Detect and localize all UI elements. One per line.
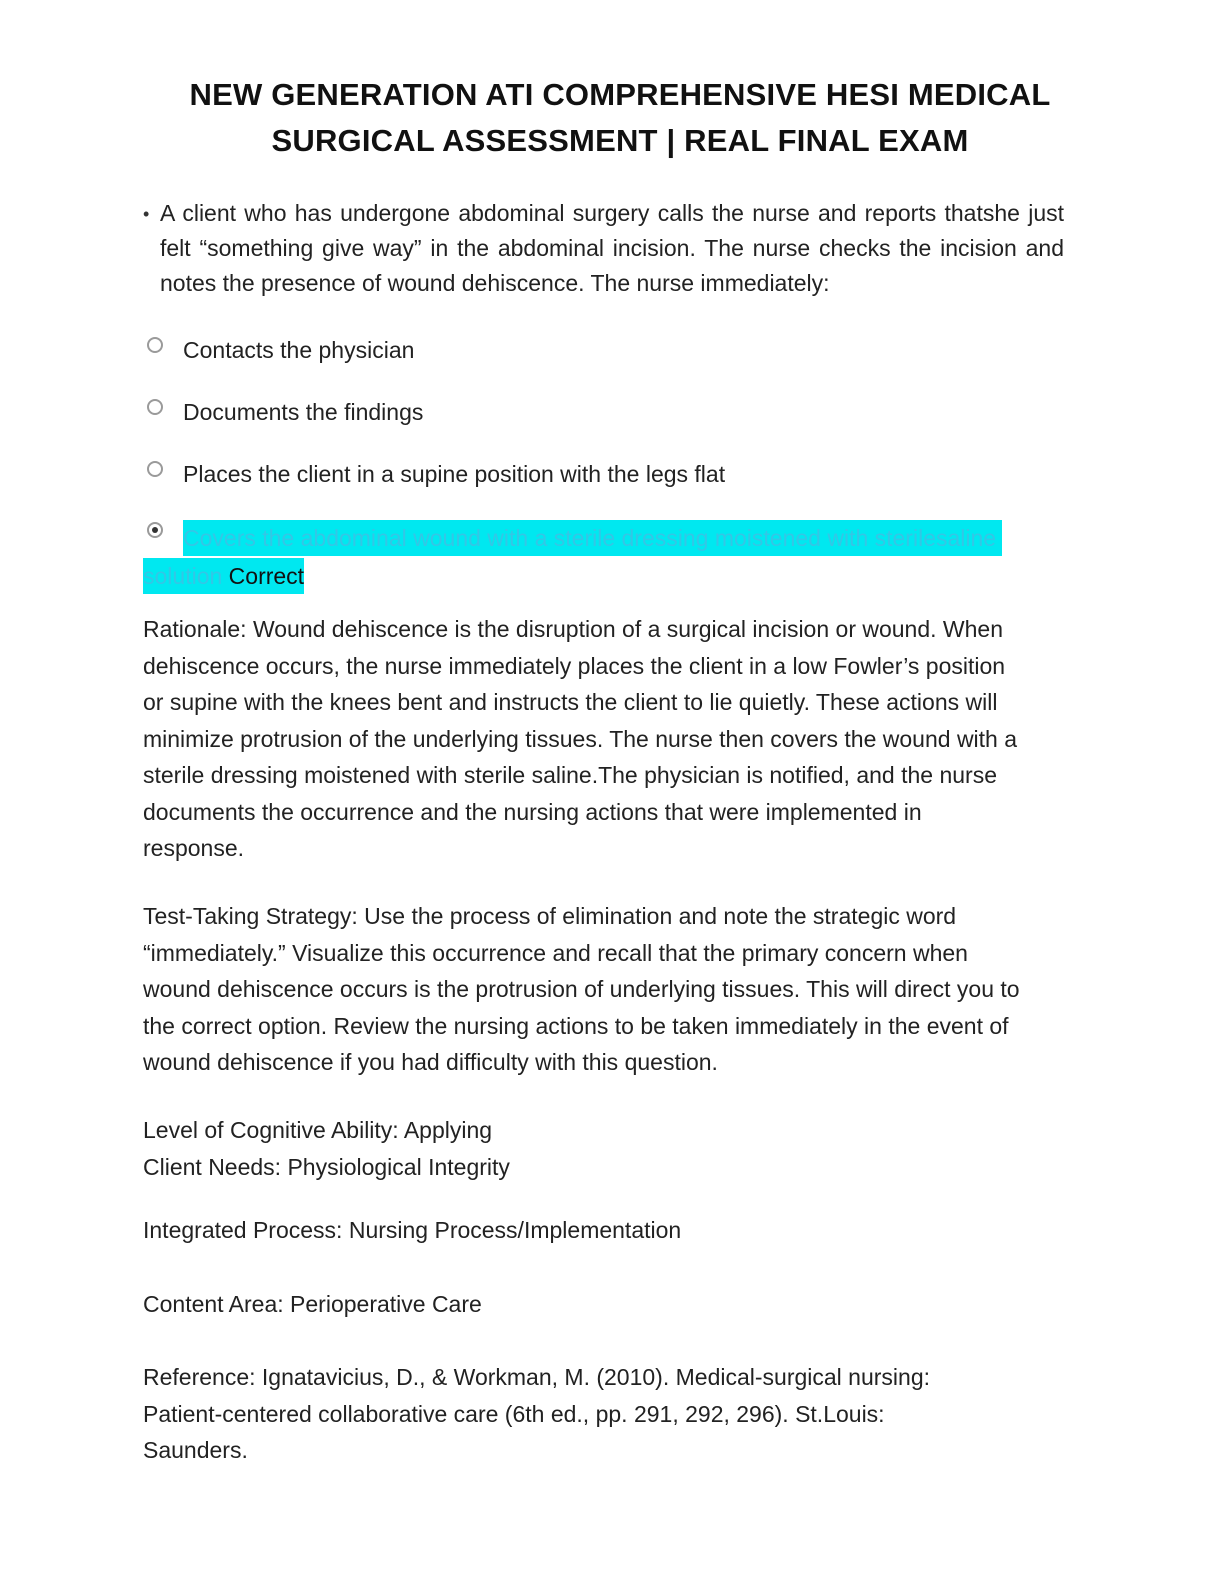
reference-line: Reference: Ignatavicius, D., & Workman, M. (2010). Medical-surgical nursing: [143, 1364, 930, 1390]
correct-label: Correct [228, 563, 305, 589]
selected-answer-line-1: Covers the abdominal wound with a sterile dressing moistened with sterilesaline [183, 520, 1002, 556]
rationale-line: sterile dressing moistened with sterile saline.The physician is notified, and the nurse [143, 762, 997, 788]
integrated-process: Integrated Process: Nursing Process/Implementation [143, 1217, 682, 1243]
answer-option-label: Places the client in a supine position with the legs flat [183, 461, 726, 487]
reference-paragraph [143, 1359, 1063, 1469]
rationale-paragraph [143, 611, 1063, 867]
title-line-2: SURGICAL ASSESSMENT | REAL FINAL EXAM [271, 123, 969, 158]
title-line-1: NEW GENERATION ATI COMPREHENSIVE HESI MEDICAL [189, 77, 1051, 112]
selected-answer-line-2 [143, 558, 304, 594]
radio-checked-icon[interactable] [147, 522, 163, 538]
rationale-line: response. [143, 835, 245, 861]
page-title [120, 72, 1120, 164]
strategy-line: the correct option. Review the nursing actions to be taken immediately in the event of [143, 1012, 1009, 1039]
reference-line: Saunders. [143, 1437, 248, 1463]
rationale-line: minimize protrusion of the underlying tissues. The nurse then covers the wound with a [143, 725, 1018, 752]
rationale-line: or supine with the knees bent and instructs the client to lie quietly. These actions will [143, 689, 998, 715]
answer-option-label: Contacts the physician [183, 337, 415, 363]
strategy-line: “immediately.” Visualize this occurrence and recall that the primary concern when [143, 939, 968, 966]
radio-icon[interactable] [147, 461, 163, 477]
cognitive-level: Level of Cognitive Ability: Applying [143, 1117, 493, 1143]
radio-icon[interactable] [147, 337, 163, 353]
question-bullet: • [143, 204, 150, 224]
answer-option-label: Documents the findings [183, 399, 424, 425]
reference-line: Patient-centered collaborative care (6th ed., pp. 291, 292, 296). St.Louis: [143, 1400, 885, 1427]
client-needs: Client Needs: Physiological Integrity [143, 1154, 510, 1180]
question-text: A client who has undergone abdominal surgery calls the nurse and reports thatshe just felt “something give way” in the abdominal incision. The nurse checks the incision and notes the presence of wound dehiscence. The nurse immediately: [160, 200, 1064, 296]
strategy-line: Test-Taking Strategy: Use the process of elimination and note the strategic word [143, 903, 957, 929]
strategy-line: wound dehiscence occurs is the protrusion of underlying tissues. This will direct you to [143, 976, 1020, 1002]
selected-answer-text: solution [143, 563, 223, 589]
radio-icon[interactable] [147, 399, 163, 415]
content-area: Content Area: Perioperative Care [143, 1291, 482, 1317]
strategy-paragraph [143, 898, 1063, 1081]
rationale-line: dehiscence occurs, the nurse immediately places the client in a low Fowler’s position [143, 652, 1006, 679]
rationale-line: documents the occurrence and the nursing actions that were implemented in [143, 798, 922, 825]
rationale-line: Rationale: Wound dehiscence is the disruption of a surgical incision or wound. When [143, 616, 1004, 642]
strategy-line: wound dehiscence if you had difficulty with this question. [143, 1049, 718, 1075]
